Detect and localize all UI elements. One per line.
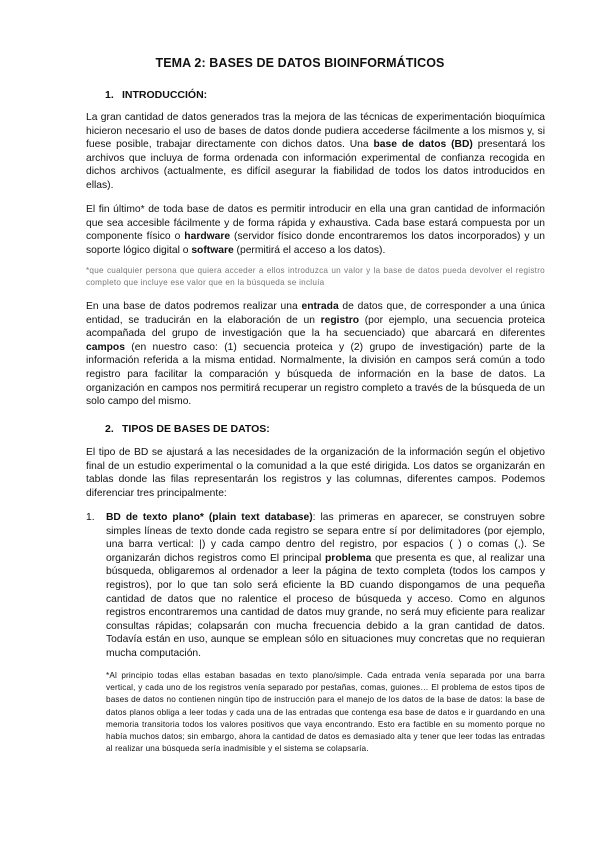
paragraph-text: (por ejemplo, una secuencia proteica acompañada del grupo de investigación que la ha secuenciado) que abarcará en diferentes [86,314,545,340]
paragraph-text: presentará los archivos que incluya de forma ordenada con información experimental de confianza recogida en dichos archivos (actualmente, es difícil asegurar la fiabilidad de todos los datos introducidos en ellas). [86,139,546,191]
paragraph-text: que presenta es que, al realizar una búsqueda, obligaremos al ordenador a leer la página de texto completa (todos los campos y registros), por lo que tan solo será eficiente la BD cuando dispongamos de una pequeña cantidad de datos que no ralentice el proceso de búsqueda y acceso. Como en algunos registros encontraremos una cantidad de datos muy grande, no será muy eficiente para realizar consultas rápidas; colapsarán con mucha frecuencia debido a la gran cantidad de datos. Todavía están en uso, aunque se emplean sólo en situaciones muy concretas que no requieran mucha computación. [106,552,545,659]
tipos-paragraph-1: El tipo de BD se ajustará a las necesidades de la organización de la información según el objetivo final de un estudio experimental o la comunidad a la que esté dirigida. Los datos se organizarán en tablas donde las filas representarán los registros y las columnas, diferentes campos. Podemos diferenciar tres principalmente: [86,447,545,499]
section-number: 1. [105,89,114,101]
bold-term: campos [86,341,125,353]
section-heading-text: TIPOS DE BASES DE DATOS: [122,423,270,435]
intro-paragraph-2 [86,203,545,257]
list-marker: 1. [86,512,95,523]
intro-side-note: *que cualquier persona que quiera acceder a ellos introduzca un valor y la base de datos pueda devolver el registro completo que incluye ese valor que en la búsqueda se incluía [86,266,545,288]
list-item-body [106,511,545,661]
intro-paragraph-1 [86,111,545,193]
section-heading-introduccion [105,89,207,101]
document-title: TEMA 2: BASES DE DATOS BIOINFORMÁTICOS [155,56,445,70]
bold-term: software [191,244,234,256]
paragraph-text: (permitirá el acceso a los datos). [233,244,386,256]
paragraph-text: El fin último* de toda base de datos es permitir introducir en ella una gran cantidad de información que sea accesible fácilmente y de forma rápida y exhaustiva. Cada base estará compuesta por un componente físico o [86,204,545,243]
bold-term: base de datos (BD) [373,139,473,151]
paragraph-text: La gran cantidad de datos generados tras la mejora de las técnicas de experimentación bioquímica hicieron necesario el uso de bases de datos donde pudiera accederse fácilmente a los mismos y, si fuese posible, trabajar directamente con dichos datos. Una [86,112,545,151]
paragraph-text: En una base de datos podremos realizar una [86,301,302,312]
bold-term: hardware [184,231,231,243]
section-heading-tipos [105,423,270,435]
bold-term: BD de texto plano* (plain text database) [106,512,313,523]
paragraph-text: de datos que, de corresponder a una única entidad, se traducirán en la elaboración de un [86,301,545,326]
paragraph-text: (servidor físico donde encontraremos los datos incorporados) y un soporte lógico digital o [86,231,545,256]
paragraph-text: (en nuestro caso: (1) secuencia proteica y (2) grupo de investigación) parte de la información referida a la misma entidad. Normalmente, la división en campos será común a todo registro para facilitar la comparación y búsqueda de información en la base de datos. La organización en campos nos permitirá recuperar un registro completo a través de la búsqueda de un solo campo del mismo. [86,341,545,408]
bold-term: entrada [301,301,339,312]
paragraph-text: : las primeras en aparecer, se construyen sobre simples líneas de texto donde cada registro se separa entre sí por delimitadores (por ejemplo, una barra vertical: |) y cada campo dentro del registro, por espacios ( ) o comas (,). Se organizarán dichos registros como El principal [106,512,545,564]
section-heading-text: INTRODUCCIÓN: [122,89,208,101]
intro-paragraph-3 [86,300,545,409]
bold-term: registro [320,314,359,326]
footnote-texto-plano: *Al principio todas ellas estaban basadas en texto plano/simple. Cada entrada venía separada por una barra vertical, y cada uno de los registros venía separado por pestañas, comas, guiones… El problema de estos tipos de bases de datos no contienen ningún tipo de instrucción para el manejo de los datos de la base de datos: la base de datos planos obliga a leer todas y cada una de las entradas que contenga esa base de datos e ir guardando en una memoria transitoria todos los valores positivos que vaya encontrando. Esto era factible en su momento porque no había muchos datos; sin embargo, ahora la cantidad de datos es demasiado alta y tener que leer todas las entradas al realizar una búsqueda sería inadmisible y el sistema se colapsaría. [106,671,545,754]
section-number: 2. [105,423,114,435]
bold-term: problema [325,552,372,564]
